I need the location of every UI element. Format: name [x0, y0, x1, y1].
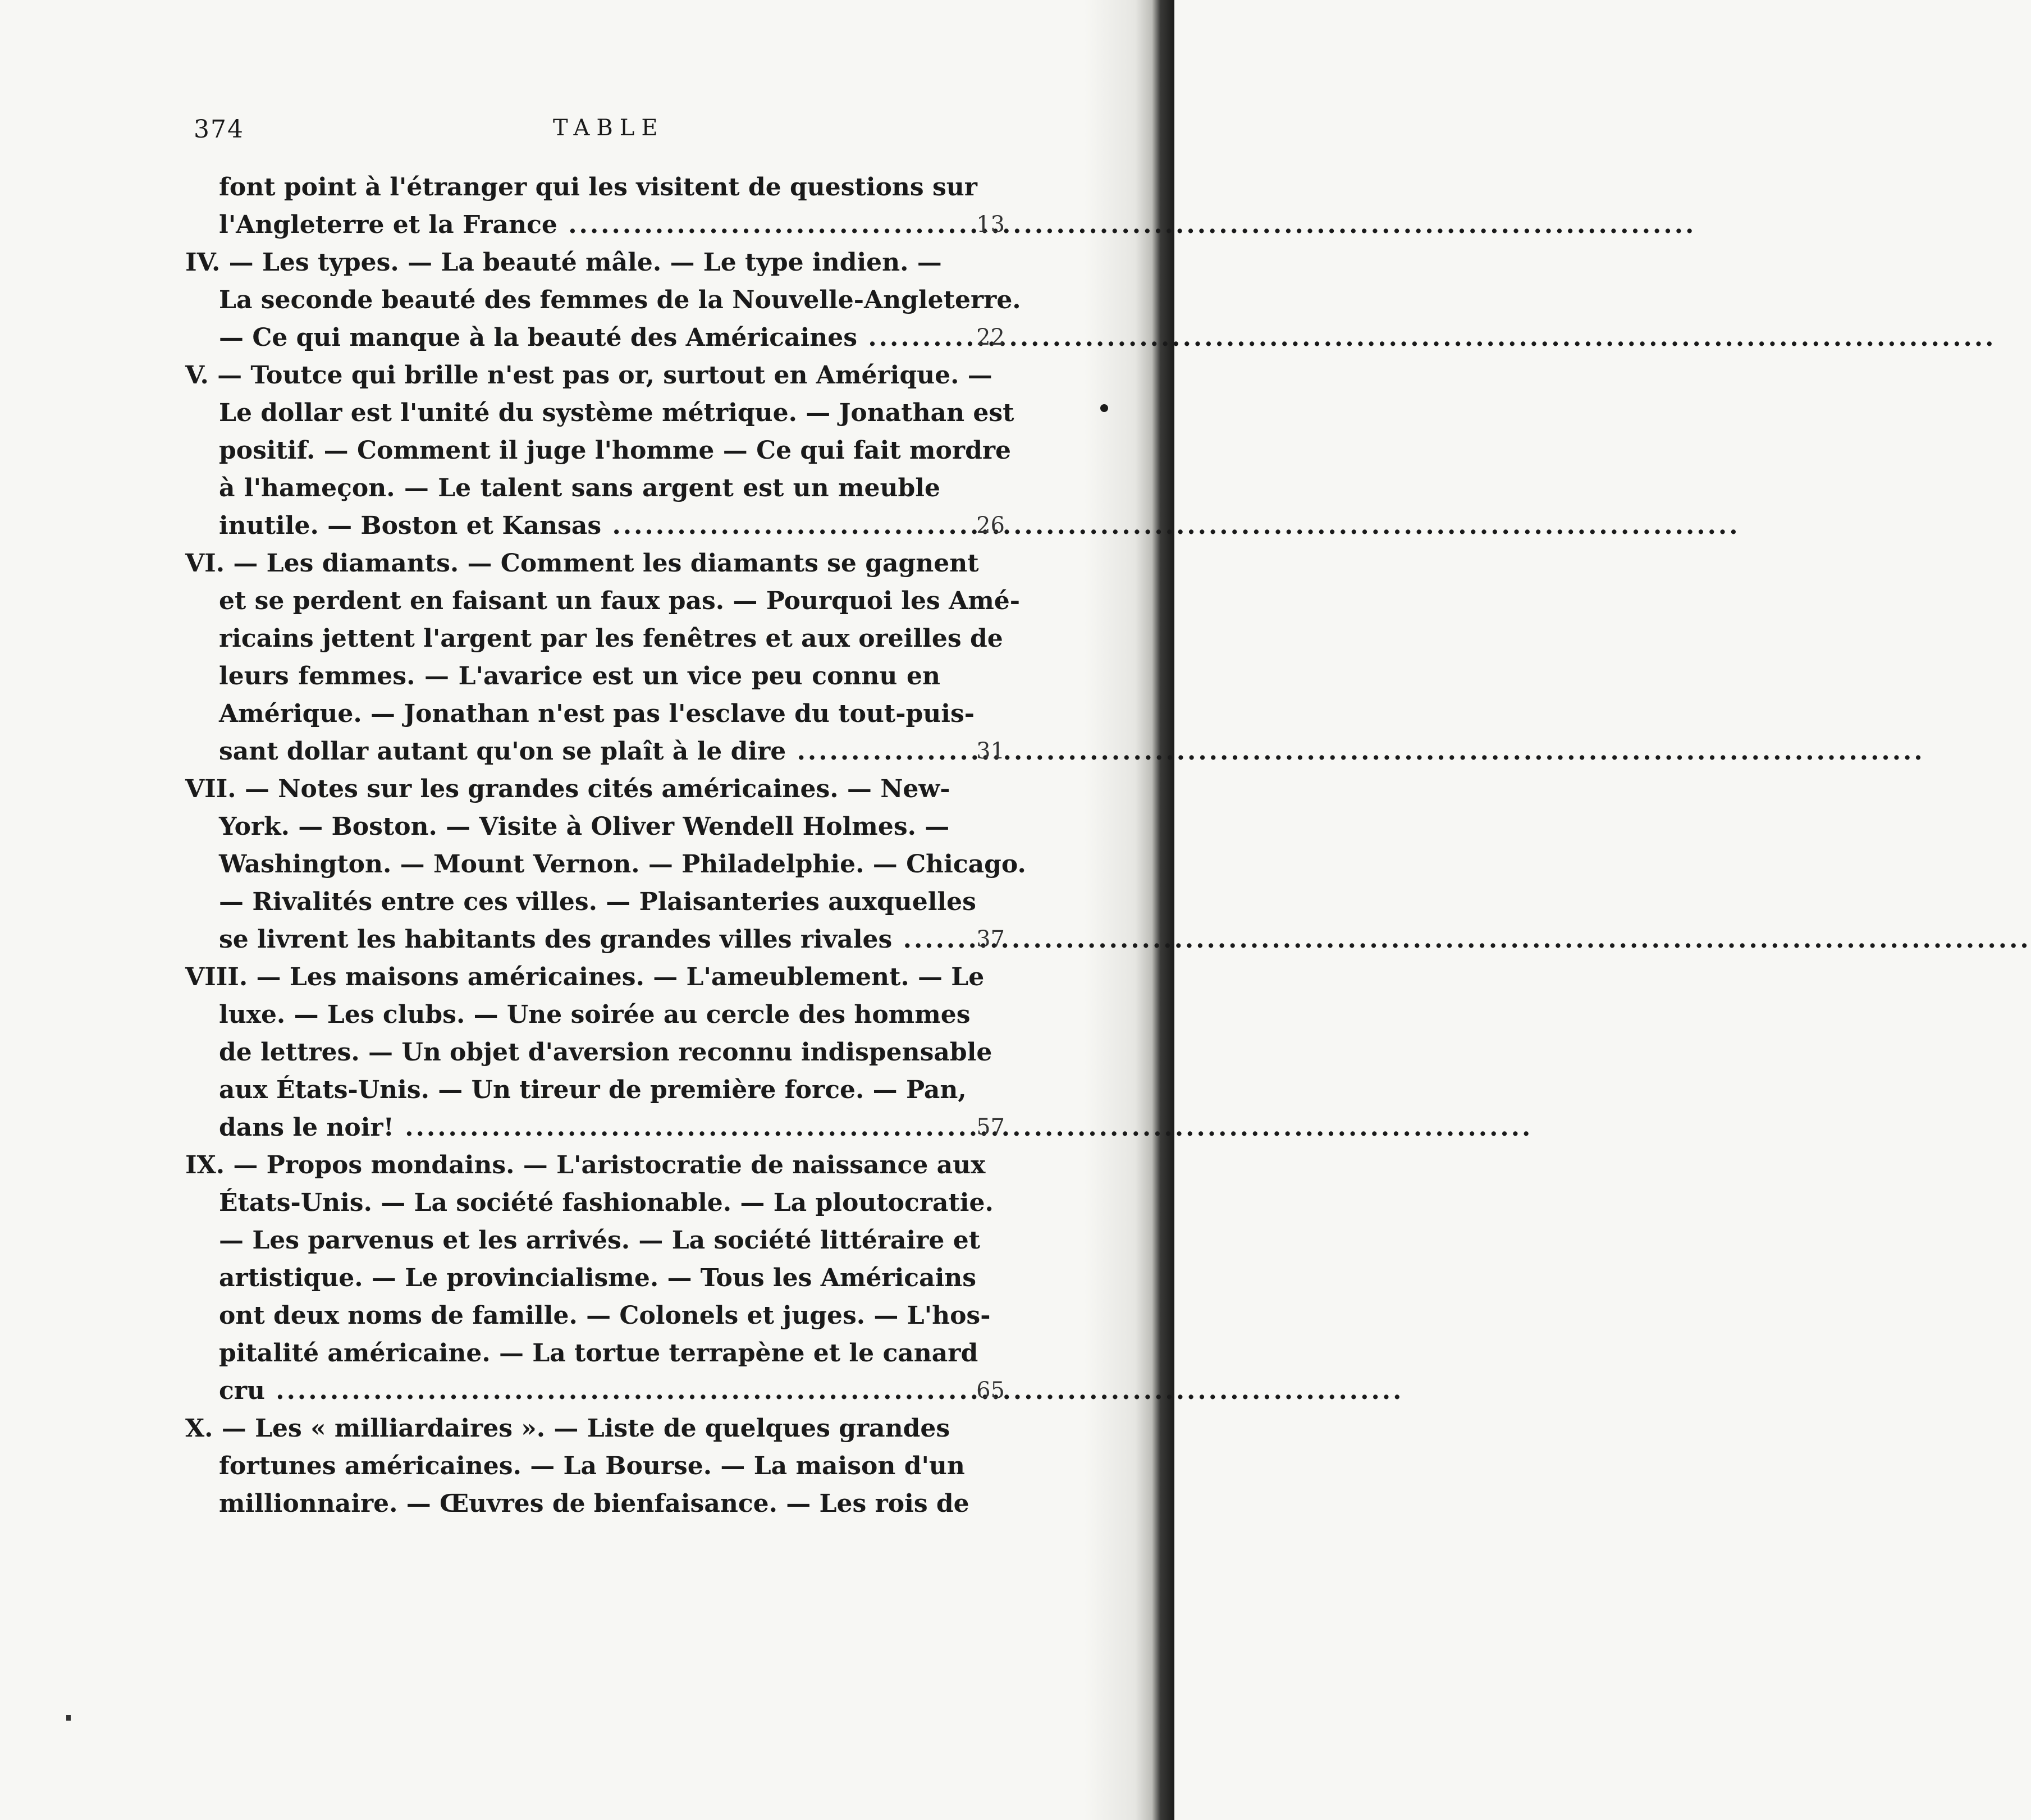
table-of-contents — [185, 168, 1026, 1522]
toc-line: cru ..... — [219, 1372, 940, 1410]
toc-line: — Rivalités entre ces villes. — Plaisanteries auxquelles — [219, 888, 976, 916]
toc-page-number: 31 — [976, 738, 1005, 764]
toc-entry — [185, 958, 1005, 1146]
toc-line: artistique. — Le provincialisme. — Tous les Américains — [219, 1264, 977, 1292]
toc-entry — [185, 1146, 1005, 1410]
toc-entry — [185, 244, 1021, 356]
toc-line: leurs femmes. — L'avarice est un vice peu connu en — [219, 662, 940, 690]
toc-line: États-Unis. — La société fashionable. — La ploutocratie. — [219, 1188, 994, 1217]
toc-line: ricains jettent l'argent par les fenêtres et aux oreilles de — [219, 624, 1003, 653]
toc-line: font point à l'étranger qui les visitent de questions sur — [219, 173, 977, 202]
toc-line: millionnaire. — Œuvres de bienfaisance. — Les rois de — [219, 1489, 969, 1518]
toc-line: luxe. — Les clubs. — Une soirée au cercle des hommes — [219, 1000, 971, 1029]
page-header — [194, 115, 923, 149]
toc-line: pitalité américaine. — La tortue terrapène et le canard — [219, 1339, 978, 1368]
toc-line: IV. — Les types. — La beauté mâle. — Le type indien. — — [185, 248, 942, 277]
toc-line: X. — Les « milliardaires ». — Liste de quelques grandes — [185, 1414, 950, 1443]
toc-entry — [185, 545, 1021, 770]
running-title: TABLE — [553, 115, 665, 141]
toc-line: ont deux noms de famille. — Colonels et juges. — L'hos- — [219, 1301, 991, 1330]
toc-line: La seconde beauté des femmes de la Nouvelle-Angleterre. — [219, 286, 1021, 314]
toc-line: VII. — Notes sur les grandes cités américaines. — New- — [185, 775, 950, 803]
page-number: 374 — [194, 115, 244, 144]
toc-page-number: 26 — [976, 513, 1005, 538]
toc-line: aux États-Unis. — Un tireur de première force. — Pan, — [219, 1076, 967, 1104]
scan-speck — [66, 1715, 71, 1721]
toc-line: IX. — Propos mondains. — L'aristocratie de naissance aux — [185, 1151, 986, 1179]
toc-line: et se perdent en faisant un faux pas. — Pourquoi les Amé- — [219, 587, 1021, 615]
toc-line: sant dollar autant qu'on se plaît à le dire ..... — [219, 733, 940, 770]
toc-entry — [185, 356, 1014, 545]
toc-entry — [185, 1410, 1005, 1522]
toc-line: V. — Toutce qui brille n'est pas or, surtout en Amérique. — — [185, 361, 992, 390]
toc-line: Amérique. — Jonathan n'est pas l'esclave du tout-puis- — [219, 699, 975, 728]
toc-line: se livrent les habitants des grandes villes rivales ..... — [219, 921, 940, 958]
toc-line: l'Angleterre et la France ..... — [219, 206, 940, 244]
toc-entry — [185, 168, 1005, 244]
toc-line: — Ce qui manque à la beauté des Américaines ..... — [219, 319, 940, 356]
toc-page-number: 37 — [976, 926, 1005, 952]
toc-line: dans le noir! ..... — [219, 1109, 940, 1146]
toc-line: — Les parvenus et les arrivés. — La société littéraire et — [219, 1226, 981, 1255]
toc-page-number: 13 — [976, 212, 1005, 237]
toc-line: positif. — Comment il juge l'homme — Ce qui fait mordre — [219, 436, 1012, 465]
toc-line: VIII. — Les maisons américaines. — L'ameublement. — Le — [185, 963, 985, 991]
toc-page-number: 22 — [976, 324, 1005, 350]
toc-line: à l'hameçon. — Le talent sans argent est un meuble — [219, 474, 940, 502]
toc-page-number: 65 — [976, 1378, 1005, 1403]
toc-line: VI. — Les diamants. — Comment les diamants se gagnent — [185, 549, 979, 578]
toc-line: fortunes américaines. — La Bourse. — La maison d'un — [219, 1452, 965, 1480]
scan-speck — [1100, 404, 1108, 412]
toc-line: de lettres. — Un objet d'aversion reconnu indispensable — [219, 1038, 992, 1067]
toc-line: York. — Boston. — Visite à Oliver Wendell Holmes. — — [219, 812, 950, 841]
toc-line: Washington. — Mount Vernon. — Philadelphie. — Chicago. — [219, 850, 1026, 879]
toc-entry — [185, 770, 1026, 958]
toc-page-number: 57 — [976, 1114, 1005, 1140]
scan-page-edge — [1085, 0, 1174, 1820]
toc-line: Le dollar est l'unité du système métrique. — Jonathan est — [219, 399, 1014, 427]
toc-line: inutile. — Boston et Kansas ..... — [219, 507, 940, 545]
